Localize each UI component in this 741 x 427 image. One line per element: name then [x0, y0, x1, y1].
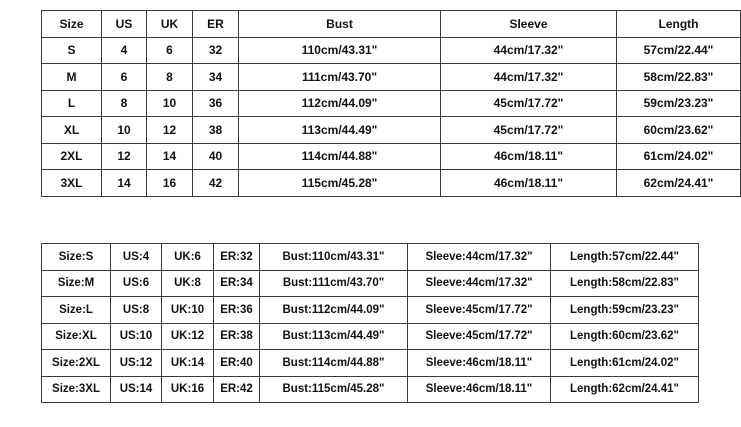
table-cell: 36 — [193, 90, 239, 117]
table-cell: 45cm/17.72" — [441, 117, 617, 144]
table-cell: Bust:112cm/44.09" — [260, 297, 408, 324]
table-cell: UK:8 — [162, 270, 214, 297]
table-cell: 58cm/22.83" — [617, 64, 741, 91]
table-row — [42, 64, 741, 91]
table-cell: US:12 — [111, 350, 162, 377]
table-row — [42, 143, 741, 170]
table-row — [42, 323, 699, 350]
table-cell: Length:60cm/23.62" — [551, 323, 699, 350]
table-cell: 112cm/44.09" — [239, 90, 441, 117]
table-cell: Bust:110cm/43.31" — [260, 244, 408, 271]
table-cell: Length:59cm/23.23" — [551, 297, 699, 324]
table-cell: 57cm/22.44" — [617, 37, 741, 64]
table-header-row — [42, 11, 741, 38]
table-cell: 59cm/23.23" — [617, 90, 741, 117]
table-row — [42, 117, 741, 144]
table-cell: 14 — [147, 143, 193, 170]
table-cell: 61cm/24.02" — [617, 143, 741, 170]
table-cell: 44cm/17.32" — [441, 64, 617, 91]
table-cell: Length:61cm/24.02" — [551, 350, 699, 377]
table-cell: 60cm/23.62" — [617, 117, 741, 144]
table-cell: UK:12 — [162, 323, 214, 350]
table-cell: 32 — [193, 37, 239, 64]
table-cell: 34 — [193, 64, 239, 91]
table-cell: UK:6 — [162, 244, 214, 271]
table-cell: Sleeve:46cm/18.11" — [408, 376, 551, 403]
table-cell: Length:62cm/24.41" — [551, 376, 699, 403]
table-cell: 14 — [102, 170, 147, 197]
table-cell: 12 — [147, 117, 193, 144]
table-cell: 6 — [102, 64, 147, 91]
table-cell: Length:58cm/22.83" — [551, 270, 699, 297]
size-chart-table — [41, 10, 741, 197]
table-cell: US:4 — [111, 244, 162, 271]
table-cell: ER:34 — [214, 270, 260, 297]
table-row — [42, 170, 741, 197]
table-cell: 40 — [193, 143, 239, 170]
table-cell: XL — [42, 117, 102, 144]
table-cell: ER:38 — [214, 323, 260, 350]
header-sleeve: Sleeve — [441, 11, 617, 38]
table-cell: M — [42, 64, 102, 91]
table-cell: 10 — [147, 90, 193, 117]
table-cell: Size:XL — [42, 323, 111, 350]
table-cell: 8 — [102, 90, 147, 117]
table-cell: UK:14 — [162, 350, 214, 377]
header-er: ER — [193, 11, 239, 38]
table-cell: 42 — [193, 170, 239, 197]
table-cell: 114cm/44.88" — [239, 143, 441, 170]
table-cell: 4 — [102, 37, 147, 64]
table-cell: ER:36 — [214, 297, 260, 324]
table-cell: Size:L — [42, 297, 111, 324]
table-cell: Sleeve:44cm/17.32" — [408, 270, 551, 297]
table-row — [42, 37, 741, 64]
table-cell: 46cm/18.11" — [441, 143, 617, 170]
header-us: US — [102, 11, 147, 38]
table-cell: UK:16 — [162, 376, 214, 403]
table-cell: US:10 — [111, 323, 162, 350]
table-cell: 110cm/43.31" — [239, 37, 441, 64]
table-row — [42, 244, 699, 271]
table-cell: Bust:113cm/44.49" — [260, 323, 408, 350]
table-cell: Size:2XL — [42, 350, 111, 377]
table-cell: 6 — [147, 37, 193, 64]
table-row — [42, 297, 699, 324]
table-row — [42, 270, 699, 297]
table-cell: UK:10 — [162, 297, 214, 324]
table-cell: 10 — [102, 117, 147, 144]
header-uk: UK — [147, 11, 193, 38]
table-cell: ER:42 — [214, 376, 260, 403]
table-cell: L — [42, 90, 102, 117]
size-chart-labeled-table — [41, 243, 699, 403]
header-size: Size — [42, 11, 102, 38]
table-cell: Sleeve:46cm/18.11" — [408, 350, 551, 377]
table-cell: S — [42, 37, 102, 64]
header-bust: Bust — [239, 11, 441, 38]
table-cell: Bust:111cm/43.70" — [260, 270, 408, 297]
table-cell: 12 — [102, 143, 147, 170]
table-cell: US:8 — [111, 297, 162, 324]
table-cell: 45cm/17.72" — [441, 90, 617, 117]
table-cell: Sleeve:45cm/17.72" — [408, 297, 551, 324]
table-cell: US:14 — [111, 376, 162, 403]
table-cell: 3XL — [42, 170, 102, 197]
table-cell: Size:S — [42, 244, 111, 271]
table-cell: ER:32 — [214, 244, 260, 271]
table-cell: 113cm/44.49" — [239, 117, 441, 144]
table-row — [42, 350, 699, 377]
table-cell: 111cm/43.70" — [239, 64, 441, 91]
table-cell: 16 — [147, 170, 193, 197]
header-length: Length — [617, 11, 741, 38]
table-row — [42, 376, 699, 403]
table-cell: 115cm/45.28" — [239, 170, 441, 197]
table-cell: 38 — [193, 117, 239, 144]
table-cell: Bust:115cm/45.28" — [260, 376, 408, 403]
table-cell: 46cm/18.11" — [441, 170, 617, 197]
table-cell: 8 — [147, 64, 193, 91]
table-cell: Length:57cm/22.44" — [551, 244, 699, 271]
table-cell: Sleeve:44cm/17.32" — [408, 244, 551, 271]
table-cell: 62cm/24.41" — [617, 170, 741, 197]
table-cell: 2XL — [42, 143, 102, 170]
table-cell: Size:M — [42, 270, 111, 297]
table-cell: 44cm/17.32" — [441, 37, 617, 64]
table-cell: US:6 — [111, 270, 162, 297]
table-cell: Bust:114cm/44.88" — [260, 350, 408, 377]
table-cell: ER:40 — [214, 350, 260, 377]
table-cell: Size:3XL — [42, 376, 111, 403]
table-cell: Sleeve:45cm/17.72" — [408, 323, 551, 350]
table-row — [42, 90, 741, 117]
